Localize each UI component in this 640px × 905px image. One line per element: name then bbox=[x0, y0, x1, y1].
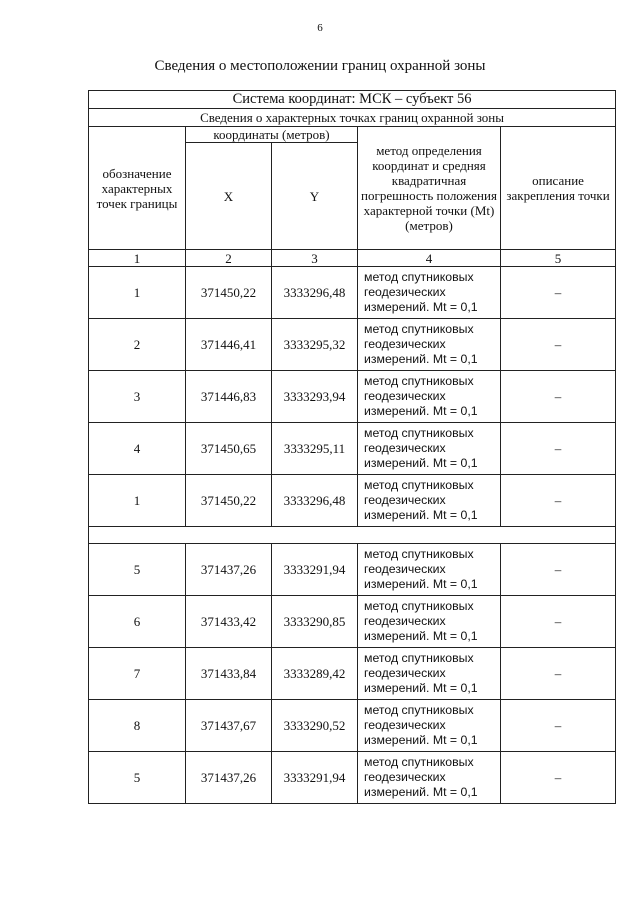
x-coordinate: 371446,41 bbox=[186, 319, 272, 371]
y-coordinate: 3333291,94 bbox=[272, 752, 358, 804]
description-text: – bbox=[501, 371, 616, 423]
x-coordinate: 371433,84 bbox=[186, 648, 272, 700]
x-coordinate: 371433,42 bbox=[186, 596, 272, 648]
description-text: – bbox=[501, 596, 616, 648]
description-text: – bbox=[501, 475, 616, 527]
y-coordinate: 3333290,85 bbox=[272, 596, 358, 648]
x-coordinate: 371450,22 bbox=[186, 267, 272, 319]
y-coordinate: 3333295,11 bbox=[272, 423, 358, 475]
point-label: 5 bbox=[89, 752, 186, 804]
method-text: метод спутниковых геодезических измерений. Mt = 0,1 bbox=[358, 319, 501, 371]
method-text: метод спутниковых геодезических измерений. Mt = 0,1 bbox=[358, 596, 501, 648]
point-label: 7 bbox=[89, 648, 186, 700]
table-row bbox=[89, 752, 616, 804]
y-coordinate: 3333296,48 bbox=[272, 267, 358, 319]
x-coordinate: 371450,65 bbox=[186, 423, 272, 475]
method-text: метод спутниковых геодезических измерений. Mt = 0,1 bbox=[358, 475, 501, 527]
x-coordinate: 371437,26 bbox=[186, 544, 272, 596]
method-text: метод спутниковых геодезических измерений. Mt = 0,1 bbox=[358, 700, 501, 752]
method-text: метод спутниковых геодезических измерений. Mt = 0,1 bbox=[358, 648, 501, 700]
x-coordinate: 371446,83 bbox=[186, 371, 272, 423]
points-info-row: Сведения о характерных точках границ охранной зоны bbox=[89, 109, 616, 127]
header-x: X bbox=[186, 143, 272, 250]
point-label: 1 bbox=[89, 475, 186, 527]
header-method: метод определения координат и средняя квадратичная погрешность положения характерной точки (Mt) (метров) bbox=[358, 127, 501, 250]
y-coordinate: 3333295,32 bbox=[272, 319, 358, 371]
table-row bbox=[89, 648, 616, 700]
coordinate-system-row: Система координат: МСК – субъект 56 bbox=[89, 91, 616, 109]
table-row bbox=[89, 423, 616, 475]
description-text: – bbox=[501, 267, 616, 319]
method-text: метод спутниковых геодезических измерений. Mt = 0,1 bbox=[358, 423, 501, 475]
description-text: – bbox=[501, 648, 616, 700]
method-text: метод спутниковых геодезических измерений. Mt = 0,1 bbox=[358, 267, 501, 319]
table-row bbox=[89, 267, 616, 319]
document-title: Сведения о местоположении границ охранной зоны bbox=[154, 58, 486, 74]
description-text: – bbox=[501, 544, 616, 596]
boundary-points-table bbox=[88, 90, 616, 804]
point-label: 8 bbox=[89, 700, 186, 752]
description-text: – bbox=[501, 423, 616, 475]
description-text: – bbox=[501, 319, 616, 371]
header-coordinates: координаты (метров) bbox=[186, 127, 358, 143]
column-number: 2 bbox=[186, 250, 272, 267]
separator-cell bbox=[89, 527, 616, 544]
header-point-designation: обозначение характерных точек границы bbox=[89, 127, 186, 250]
column-number: 5 bbox=[501, 250, 616, 267]
method-text: метод спутниковых геодезических измерений. Mt = 0,1 bbox=[358, 371, 501, 423]
point-label: 6 bbox=[89, 596, 186, 648]
table-row bbox=[89, 544, 616, 596]
column-number: 1 bbox=[89, 250, 186, 267]
column-number: 3 bbox=[272, 250, 358, 267]
page-number: 6 bbox=[317, 22, 323, 34]
table-row bbox=[89, 596, 616, 648]
x-coordinate: 371450,22 bbox=[186, 475, 272, 527]
table-row bbox=[89, 371, 616, 423]
point-label: 1 bbox=[89, 267, 186, 319]
x-coordinate: 371437,26 bbox=[186, 752, 272, 804]
header-description: описание закрепления точки bbox=[501, 127, 616, 250]
table-row bbox=[89, 475, 616, 527]
header-y: Y bbox=[272, 143, 358, 250]
point-label: 2 bbox=[89, 319, 186, 371]
description-text: – bbox=[501, 752, 616, 804]
point-label: 4 bbox=[89, 423, 186, 475]
method-text: метод спутниковых геодезических измерений. Mt = 0,1 bbox=[358, 544, 501, 596]
column-number: 4 bbox=[358, 250, 501, 267]
y-coordinate: 3333293,94 bbox=[272, 371, 358, 423]
y-coordinate: 3333296,48 bbox=[272, 475, 358, 527]
table-row bbox=[89, 319, 616, 371]
y-coordinate: 3333289,42 bbox=[272, 648, 358, 700]
method-text: метод спутниковых геодезических измерений. Mt = 0,1 bbox=[358, 752, 501, 804]
y-coordinate: 3333291,94 bbox=[272, 544, 358, 596]
point-label: 3 bbox=[89, 371, 186, 423]
point-label: 5 bbox=[89, 544, 186, 596]
table-row bbox=[89, 700, 616, 752]
y-coordinate: 3333290,52 bbox=[272, 700, 358, 752]
x-coordinate: 371437,67 bbox=[186, 700, 272, 752]
contour-separator-row bbox=[89, 527, 616, 544]
description-text: – bbox=[501, 700, 616, 752]
